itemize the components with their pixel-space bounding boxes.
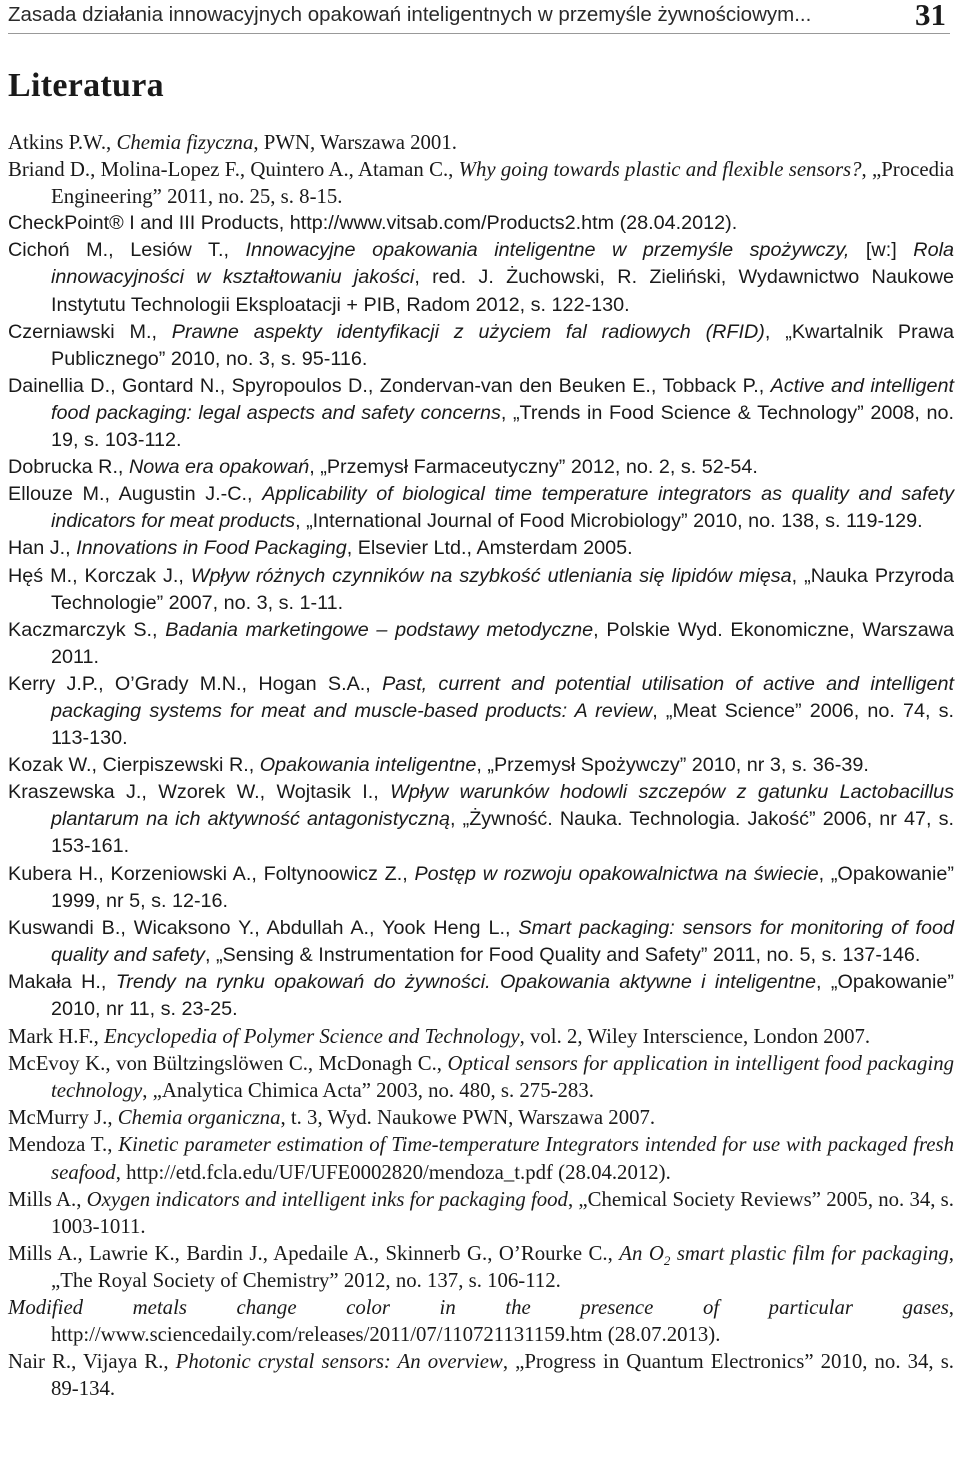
reference-entry <box>8 1023 954 1050</box>
reference-text: Kubera H., Korzeniowski A., Foltynoowicz Z., <box>8 862 415 885</box>
reference-title: Oxygen indicators and intelligent inks for packaging food <box>86 1187 568 1211</box>
reference-text: Dainellia D., Gontard N., Spyropoulos D., Zondervan-van den Beuken E., Tobback P., <box>8 374 771 397</box>
reference-text: Nair R., Vijaya R., <box>8 1350 176 1374</box>
reference-text: , PWN, Warszawa 2001. <box>253 131 457 154</box>
reference-text: , „Trends in Food Science & Technology” 2008, no. 19, s. 103-112. <box>51 401 954 452</box>
reference-text: , „Analytica Chimica Acta” 2003, no. 480, s. 275-283. <box>142 1079 594 1103</box>
reference-text: Czerniawski M., <box>8 320 172 343</box>
reference-entry <box>8 1131 954 1185</box>
reference-text: CheckPoint® I and III Products, http://www.vitsab.com/Products2.htm (28.04.2012). <box>8 212 738 235</box>
reference-title: Photonic crystal sensors: An overview <box>175 1350 503 1374</box>
reference-title: Smart packaging: sensors for monitoring of food quality and safety <box>51 916 954 966</box>
reference-text: Mark H.F., <box>8 1025 104 1049</box>
reference-title: Prawne aspekty identyfikacji z użyciem fal radiowych (RFID) <box>171 320 765 343</box>
reference-title: Applicability of biological time temperature integrators as quality and safety indicators for meat products <box>51 483 954 533</box>
reference-entry <box>8 210 954 237</box>
reference-text: , t. 3, Wyd. Naukowe PWN, Warszawa 2007. <box>280 1106 656 1130</box>
reference-text: , „Progress in Quantum Electronics” 2010, no. 34, s. 89-134. <box>51 1350 954 1401</box>
reference-text: , „Opakowanie” 1999, nr 5, s. 12-16. <box>51 862 954 912</box>
reference-title: Active and intelligent food packaging: legal aspects and safety concerns <box>51 374 954 424</box>
reference-text: Kerry J.P., O’Grady M.N., Hogan S.A., <box>8 672 383 695</box>
reference-title: smart plastic film for packaging <box>670 1241 949 1265</box>
reference-text: , http://etd.fcla.edu/UF/UFE0002820/mendoza_t.pdf (28.04.2012). <box>115 1160 671 1184</box>
reference-subscript: 2 <box>663 1252 671 1268</box>
reference-title: Opakowania inteligentne <box>259 754 477 777</box>
reference-text: , „Chemical Society Reviews” 2005, no. 34, s. 1003-1011. <box>51 1187 954 1238</box>
reference-entry <box>8 969 954 1023</box>
reference-title: Rola innowacyjności w kształtowaniu jakości <box>51 239 954 289</box>
reference-text: , Polskie Wyd. Ekonomiczne, Warszawa 2011. <box>51 618 954 668</box>
reference-title: Postęp w rozwoju opakowalnictwa na świecie <box>414 862 819 885</box>
reference-entry <box>8 156 954 210</box>
reference-text: Dobrucka R., <box>8 456 129 479</box>
reference-entry <box>8 752 954 779</box>
reference-title: Badania marketingowe – podstawy metodyczne <box>165 618 594 641</box>
section-title: Literatura <box>8 67 164 104</box>
reference-title: Optical sensors for application in intelligent food packaging technology <box>51 1052 954 1103</box>
reference-text: Briand D., Molina-Lopez F., Quintero A., Ataman C., <box>8 158 459 182</box>
reference-text: Mills A., <box>8 1187 87 1211</box>
reference-title: Wpływ różnych czynników na szybkość utleniania się lipidów mięsa <box>190 564 792 587</box>
reference-text: , „Sensing & Instrumentation for Food Quality and Safety” 2011, no. 5, s. 137-146. <box>204 943 921 966</box>
reference-text: , „International Journal of Food Microbiology” 2010, no. 138, s. 119-129. <box>295 510 923 533</box>
reference-text: , Elsevier Ltd., Amsterdam 2005. <box>346 537 633 560</box>
page-number: 31 <box>915 0 946 32</box>
reference-text: McEvoy K., von Bültzingslöwen C., McDonagh C., <box>8 1052 448 1076</box>
reference-title: Innovations in Food Packaging <box>76 537 347 560</box>
reference-title: Trendy na rynku opakowań do żywności. Opakowania aktywne i inteligentne <box>115 970 817 993</box>
reference-entry <box>8 1294 954 1348</box>
reference-entry <box>8 1050 954 1104</box>
reference-title: Chemia organiczna <box>117 1106 281 1130</box>
reference-text: McMurry J., <box>8 1106 118 1130</box>
reference-entry <box>8 319 954 373</box>
reference-text: , „Przemysł Farmaceutyczny” 2012, no. 2, s. 52-54. <box>309 456 758 479</box>
reference-title: Kinetic parameter estimation of Time-temperature Integrators intended for use with packaged fresh seafood <box>51 1133 954 1184</box>
reference-entry <box>8 373 954 454</box>
reference-text: , „Meat Science” 2006, no. 74, s. 113-130. <box>51 699 954 750</box>
reference-text: Kuswandi B., Wicaksono Y., Abdullah A., Yook Heng L., <box>8 916 519 939</box>
reference-title: Wpływ warunków hodowli szczepów z gatunku Lactobacillus plantarum na ich aktywność antagonistyczną <box>51 781 954 831</box>
reference-entry <box>8 237 954 318</box>
reference-text: Han J., <box>8 537 77 560</box>
reference-entry <box>8 1186 954 1240</box>
reference-text: , red. J. Żuchowski, R. Zieliński, Wydawnictwo Naukowe Instytutu Technologii Eksploatacji + PIB, Radom 2012, s. 122-130. <box>51 266 954 316</box>
reference-entry <box>8 861 954 915</box>
reference-entry <box>8 1348 954 1402</box>
reference-entry <box>8 535 954 562</box>
reference-text: , „Kwartalnik Prawa Publicznego” 2010, no. 3, s. 95-116. <box>51 320 954 370</box>
reference-text: Ellouze M., Augustin J.-C., <box>8 483 263 506</box>
reference-text: , „Opakowanie” 2010, nr 11, s. 23-25. <box>51 970 954 1020</box>
reference-text: Kaczmarczyk S., <box>8 618 166 641</box>
reference-text: Mills A., Lawrie K., Bardin J., Apedaile A., Skinnerb G., O’Rourke C., <box>8 1241 620 1265</box>
reference-entry <box>8 1104 954 1131</box>
reference-text: Cichoń M., Lesiów T., <box>8 239 246 262</box>
reference-text: , vol. 2, Wiley Interscience, London 2007. <box>519 1025 871 1049</box>
reference-text: Mendoza T., <box>8 1133 119 1157</box>
reference-title: Modified metals change color in the presence of particular gases <box>8 1296 949 1320</box>
reference-text: , „Żywność. Nauka. Technologia. Jakość” 2006, nr 47, s. 153-161. <box>51 808 954 858</box>
reference-text: , „Procedia Engineering” 2011, no. 25, s. 8-15. <box>51 158 954 209</box>
reference-title: Encyclopedia of Polymer Science and Technology <box>103 1025 520 1049</box>
reference-entry <box>8 563 954 617</box>
running-title: Zasada działania innowacyjnych opakowań inteligentnych w przemyśle żywnościowym... <box>8 3 812 26</box>
reference-entry <box>8 1240 954 1294</box>
reference-title: Chemia fizyczna <box>116 131 254 154</box>
reference-entry <box>8 617 954 671</box>
reference-text: , „Przemysł Spożywczy” 2010, nr 3, s. 36-39. <box>476 754 869 777</box>
reference-entry <box>8 129 954 156</box>
running-header <box>8 0 954 34</box>
reference-text: , „The Royal Society of Chemistry” 2012, no. 137, s. 106-112. <box>51 1241 954 1292</box>
header-rule <box>8 33 950 34</box>
reference-entry <box>8 671 954 752</box>
reference-title: Past, current and potential utilisation of active and intelligent packaging systems for meat and muscle-based products: A review <box>51 672 954 722</box>
reference-title: An O <box>619 1241 664 1265</box>
reference-text: , http://www.sciencedaily.com/releases/2011/07/110721131159.htm (28.07.2013). <box>51 1296 954 1347</box>
reference-text: , „Nauka Przyroda Technologie” 2007, no. 3, s. 1-11. <box>51 564 954 614</box>
reference-text: Kozak W., Cierpiszewski R., <box>8 754 260 777</box>
reference-entry <box>8 481 954 535</box>
reference-title: Nowa era opakowań <box>128 456 310 479</box>
reference-text: Atkins P.W., <box>8 131 117 154</box>
reference-text: Hęś M., Korczak J., <box>8 564 191 587</box>
reference-entry <box>8 779 954 860</box>
reference-title: Why going towards plastic and flexible sensors? <box>458 158 862 182</box>
reference-text: Makała H., <box>8 970 116 993</box>
reference-title: Innowacyjne opakowania inteligentne w przemyśle spożywczy, <box>245 239 850 262</box>
reference-entry <box>8 454 954 481</box>
reference-text: [w:] <box>849 239 914 262</box>
reference-list <box>8 129 954 1402</box>
reference-text: Kraszewska J., Wzorek W., Wojtasik I., <box>8 781 391 804</box>
reference-entry <box>8 915 954 969</box>
